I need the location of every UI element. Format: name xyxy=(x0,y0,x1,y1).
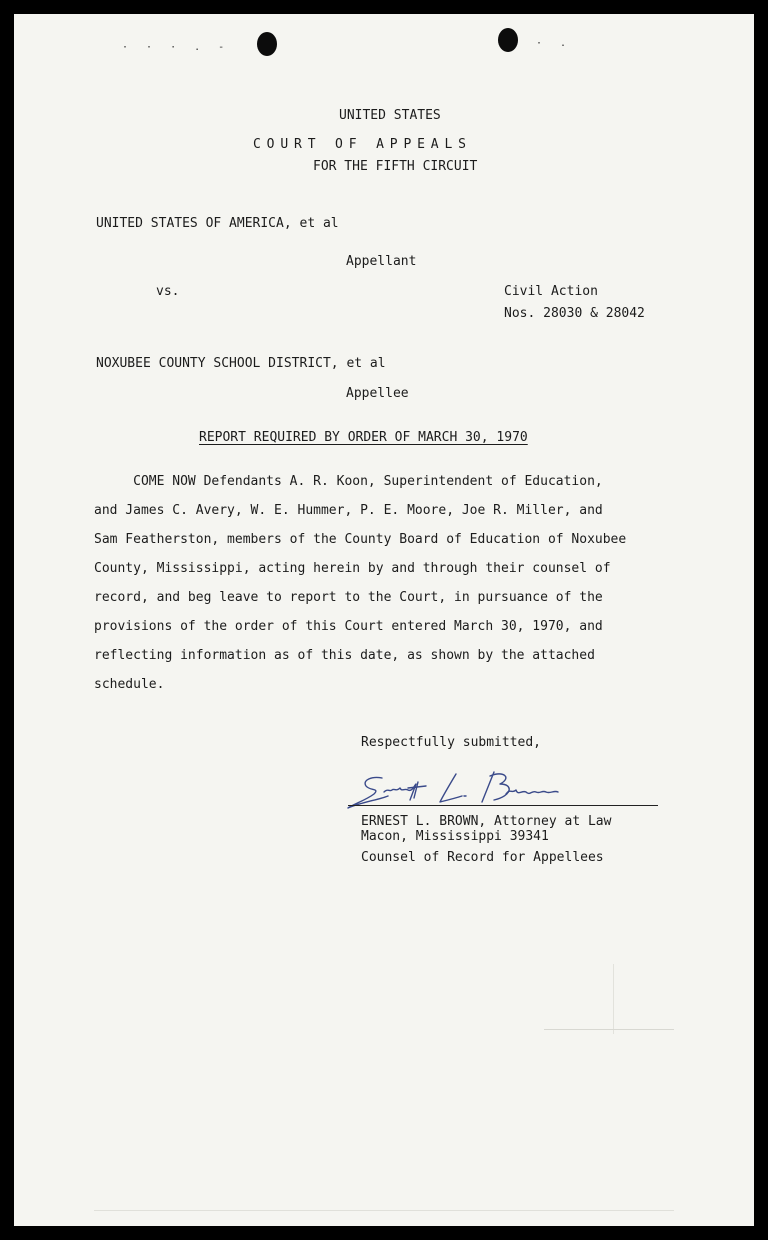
punch-hole-left xyxy=(257,32,277,56)
handwritten-signature xyxy=(344,766,574,814)
signature-line xyxy=(348,805,658,806)
civil-action-label: Civil Action xyxy=(504,284,598,299)
document-page xyxy=(14,14,754,1226)
header-line-2: COURT OF APPEALS xyxy=(253,137,472,152)
scan-artifact-vertical xyxy=(613,964,614,1034)
plaintiff-name: UNITED STATES OF AMERICA, et al xyxy=(96,216,339,231)
report-title: REPORT REQUIRED BY ORDER OF MARCH 30, 1970 xyxy=(199,430,528,445)
top-specks-left: · · · . - xyxy=(122,42,231,53)
defendant-role: Appellee xyxy=(346,386,409,401)
page-bottom-edge xyxy=(94,1210,674,1211)
header-line-3: FOR THE FIFTH CIRCUIT xyxy=(313,159,478,174)
body-line: COME NOW Defendants A. R. Koon, Superintendent of Education, xyxy=(94,474,603,489)
attorney-address: Macon, Mississippi 39341 xyxy=(361,829,549,844)
body-line: Sam Featherston, members of the County Board of Education of Noxubee xyxy=(94,532,627,547)
body-line: and James C. Avery, W. E. Hummer, P. E. Moore, Joe R. Miller, and xyxy=(94,503,603,518)
body-line: schedule. xyxy=(94,677,165,692)
top-specks-right: · . xyxy=(536,38,573,49)
civil-action-numbers: Nos. 28030 & 28042 xyxy=(504,306,645,321)
versus-label: vs. xyxy=(156,284,180,299)
closing-text: Respectfully submitted, xyxy=(361,735,542,750)
header-line-1: UNITED STATES xyxy=(339,108,441,123)
body-line: provisions of the order of this Court entered March 30, 1970, and xyxy=(94,619,603,634)
body-line: record, and beg leave to report to the Court, in pursuance of the xyxy=(94,590,603,605)
body-line: reflecting information as of this date, as shown by the attached xyxy=(94,648,595,663)
attorney-role: Counsel of Record for Appellees xyxy=(361,850,604,865)
scan-artifact-line xyxy=(544,1029,674,1030)
plaintiff-role: Appellant xyxy=(346,254,417,269)
defendant-name: NOXUBEE COUNTY SCHOOL DISTRICT, et al xyxy=(96,356,386,371)
punch-hole-right xyxy=(498,28,518,52)
attorney-name: ERNEST L. BROWN, Attorney at Law xyxy=(361,814,612,829)
body-line: County, Mississippi, acting herein by and through their counsel of xyxy=(94,561,611,576)
